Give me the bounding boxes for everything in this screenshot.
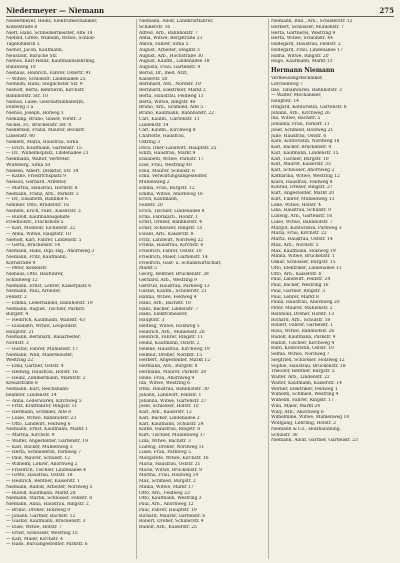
directory-entry: — Dr., Wilhelmsplatz, Lindenallee 21 bbox=[6, 151, 89, 157]
directory-entry: Erich, Tischler, Lindenallee 8 bbox=[139, 208, 205, 214]
directory-entry: Schulstr. 30 bbox=[271, 432, 298, 438]
directory-entry: Niemann, Adolf, Landkraftfahrer, bbox=[139, 19, 214, 24]
directory-entry: — Witwe, Schloßstr. Lindenallee 25 bbox=[6, 76, 86, 82]
directory-entry: Hans, Bäcker, Lindenstr. 7 bbox=[139, 306, 199, 312]
directory-entry: Markt 5 bbox=[139, 266, 157, 272]
directory-entry: Dora, Ober-Landwirt, Hauptstr. 25 bbox=[139, 145, 217, 151]
running-head: Niedermeyer — Niemann bbox=[6, 6, 105, 15]
directory-entry: — Gustav, Fahrer, Mühlenstr. 17 bbox=[6, 346, 79, 352]
directory-entry: Walter, Arb., Lindenstr. 22 bbox=[271, 375, 330, 380]
directory-entry: Otto, Arb., Feldweg 23 bbox=[139, 490, 190, 496]
directory-entry: Otto, Kaufmann, Westring 3 bbox=[139, 496, 202, 502]
directory-entry: Peter, Maurer, Mühlenstr. 2 bbox=[271, 306, 333, 311]
directory-entry: Feldstr. 20 bbox=[139, 203, 163, 208]
directory-entry: Bahnhofstr. Str. 10 bbox=[6, 93, 48, 99]
directory-entry: Minna, Witwe, Brückenstr. 1 bbox=[271, 254, 335, 260]
directory-entry: Kurt, Fahrer, Mühlenweg 13 bbox=[271, 196, 335, 202]
directory-entry: Helene, Hausfrau, Kirchweg 19 bbox=[139, 346, 210, 352]
directory-entry: Westring 22 bbox=[6, 358, 34, 364]
directory-entry: Niedermeyer, Heinz, Elektromechaniker, bbox=[6, 19, 98, 24]
directory-entry: Hermann, Arb., Burgstr. 8 bbox=[139, 364, 198, 369]
directory-entry: Hilma, Witwe, Ringstr. 20 bbox=[271, 53, 329, 59]
directory-entry: Rosa, Witwe, Bahnhofstr. 26 bbox=[271, 329, 335, 334]
directory-entry: Niemann, Martin, Schlosser, Feldstr. 8 bbox=[6, 496, 93, 502]
directory-entry: Niehus, Karl-Heinz, Kaufmannslehrling, bbox=[6, 59, 96, 65]
directory-entry: Niemann, Bernhard, Bauarbeiter, bbox=[6, 335, 81, 341]
directory-entry: Sophie, Hausfrau, Brückenstr. 18 bbox=[271, 363, 346, 369]
directory-entry: Nieft, Hans, Schneidermeister, Alte 14 bbox=[6, 30, 93, 36]
directory-entry: Willi, Maler, Markt 24 bbox=[271, 403, 321, 409]
directory-entry: — Hermann, Schmied, Alte 8 bbox=[6, 410, 72, 415]
directory-entry: August, Arbeiter, Steglitz 3 bbox=[139, 47, 200, 53]
directory-entry: Niemann, Rudolf, Arbeiter, Nordweg 5 bbox=[6, 484, 93, 490]
directory-entry: Kornstraße 9 bbox=[6, 260, 36, 266]
directory-entry: — Hedwig, Hausfrau, Hofstr. 16 bbox=[6, 369, 78, 375]
directory-entry: Wilhelm, Fahrer, Ringstr. 17 bbox=[271, 398, 334, 403]
directory-entry: Erich, Kaufmann, bbox=[139, 197, 179, 203]
directory-entry: Niemann, Willi, Malermeister, bbox=[6, 352, 74, 358]
directory-entry: Lene, Witwe, Hofstr. 4 bbox=[271, 202, 321, 208]
directory-entry: Johanna, Witwe, Gartenstr. 27 bbox=[139, 398, 207, 404]
directory-entry: Luise, Witwe, Bahnhofstr. 7 bbox=[271, 219, 333, 225]
directory-entry: Niekamp, Bruno, Glaser, Vorstr. 3 bbox=[6, 116, 82, 122]
directory-entry: Marta, Hausfrau, Oststr. 14 bbox=[271, 237, 333, 242]
directory-entry: Niehof, Jacob, Kaufmann, bbox=[6, 47, 64, 53]
directory-entry: Paul, Arb., Ahornweg 12 bbox=[139, 502, 194, 507]
directory-entry: Hedwig, Witwe, Holzweg 5 bbox=[139, 323, 200, 329]
directory-entry: Niemann, Fritz, Kaufmann, bbox=[6, 254, 67, 260]
directory-entry: Johann, Arb., Kirchweg 26 bbox=[271, 110, 330, 116]
directory-entry: Rubinweg 10 bbox=[6, 65, 36, 70]
directory-entry: Kurt, Angestellter, Markt 20 bbox=[271, 191, 335, 196]
directory-entry: — Bruno, Dreher, Holzweg 9 bbox=[6, 507, 71, 513]
directory-entry: Schillerstr. 16 bbox=[139, 24, 171, 30]
directory-entry: Bruno, Arb., Schmied, Alte 5 bbox=[139, 105, 204, 111]
directory-entry: — Martha, Kirchstr. 9 bbox=[6, 433, 55, 438]
directory-entry: Nimmer, Otto, Bruderstr. 16 bbox=[6, 203, 70, 208]
directory-entry: Hauptstr. 14 bbox=[271, 99, 299, 104]
directory-entry: Niekmann, Walter, Vertreter, bbox=[6, 157, 71, 162]
directory-entry: August, Arb., Hochstraße 30 bbox=[139, 53, 203, 59]
directory-entry: Rudolf, Tischler, Kirchweg 4 bbox=[271, 340, 335, 346]
directory-entry: — Fritz, Kraftfahrer, Ringstr. 11 bbox=[6, 404, 78, 410]
directory-entry: — Heinrich, Kaufmann, Waldstr. 43 bbox=[6, 318, 85, 323]
directory-entry: Paul, Gärtner, Ringstr. 3 bbox=[271, 288, 325, 294]
directory-entry: Niemann, August, Tischler, Parkstr. bbox=[6, 306, 86, 312]
directory-entry: — Rudolf, Kaufmann, Markt 28 bbox=[6, 490, 76, 496]
directory-entry: Neustadt, Baruche Str. bbox=[6, 53, 58, 59]
directory-entry: Niehlen, Erich, Fabr., Kaiserstr. 3 bbox=[6, 208, 81, 214]
directory-entry: Niekerk, Maria, Hausfrau, Sirka bbox=[6, 139, 79, 145]
directory-entry: Richard, Maurer, Gartenstr. 6 bbox=[139, 513, 206, 519]
directory-entry: Karl, Kaufmann, Schulstr. 24 bbox=[139, 421, 204, 427]
directory-entry: Linsenstr. 80 bbox=[6, 134, 35, 139]
directory-entry: Wolfgang, Lehrling, Hofstr. 2 bbox=[271, 421, 336, 426]
directory-entry: Kolbestraße 8 bbox=[6, 24, 38, 30]
directory-entry: Paul, Fahrer, Hauptstr. 19 bbox=[139, 507, 197, 513]
directory-entry: Niekerken, Franz, Maurer, Beckstr. bbox=[6, 128, 86, 134]
directory-entry: Bernhard, Arb., Nordstr. 19 bbox=[139, 82, 201, 88]
directory-entry: — Anna, Lederwaren, Kirchweg 5 bbox=[6, 398, 82, 404]
directory-entry: Maria, Hausfrau, Oststr. 21 bbox=[139, 461, 201, 467]
directory-entry: Niemann, Paul, Arbeiter, bbox=[6, 289, 62, 295]
directory-entry: Karl, Tischler, Burgstr. 10 bbox=[271, 156, 329, 162]
directory-entry: Mühlenweg 2 bbox=[139, 180, 170, 185]
directory-entry: Niemann, Anna, Hausfrau, Ringstr. 2 bbox=[6, 502, 89, 507]
directory-entry: — Herta, Schneiderin, Parkweg 7 bbox=[6, 450, 81, 456]
directory-entry: Niemann, Adolf, Gärtner, Gartenstr. 23 bbox=[271, 438, 358, 444]
directory-entry: Anton, Fahrer, Sirka 5 bbox=[139, 42, 189, 47]
section-heading: Hermann Niemann bbox=[271, 67, 335, 74]
directory-entry: Johann, Landwirt, Feldstr. 1 bbox=[139, 392, 202, 398]
directory-entry: Otto, Elektriker, Lindenallee 11 bbox=[271, 265, 342, 271]
page-header bbox=[6, 5, 394, 17]
directory-entry: — Elise, Witwe, Hofstr. 7 bbox=[6, 525, 62, 530]
directory-entry: Gustav, Kaufm., Schillerstr. 21 bbox=[139, 289, 207, 295]
directory-entry: Ruth, Kontoristin, Oststr. 10 bbox=[271, 346, 334, 352]
directory-entry: Heinrich, Arb., Mühlenstr. 26 bbox=[139, 329, 205, 335]
directory-entry: Friedrich, Fahrer, Oststr. 10 bbox=[139, 249, 202, 254]
directory-entry: Anna, Witwe, Bergstraße 23 bbox=[139, 36, 203, 42]
directory-entry: — Heinz, Zimmermann, Marktstr. 2 bbox=[6, 375, 86, 381]
directory-entry: Max, Kaufmann, Holzweg 19 bbox=[271, 248, 336, 254]
directory-entry: — Wilhelm, Lehrer, Ahornweg 2 bbox=[6, 461, 78, 467]
directory-entry: Robert, Dreher, Schillerstr. 4 bbox=[139, 519, 204, 525]
directory-entry: — Karl, Maler, Kirchstr. 4 bbox=[6, 536, 63, 542]
directory-entry: Niemann, Hans, Dipl.-Ing., Ahornweg 3 bbox=[6, 249, 95, 254]
directory-entry: Wilhelmine, Witwe, Mühlenweg 10 bbox=[271, 415, 350, 421]
directory-entry: Ida, Witwe, Bachstr. 5 bbox=[271, 116, 321, 122]
directory-entry: Berta, Witwe, Ringstr. 40 bbox=[139, 99, 196, 105]
directory-entry: Paula, Hausfrau, Ahornweg 20 bbox=[271, 300, 340, 306]
directory-entry: — Anna, Witwe, Hauptstr. 10 bbox=[6, 231, 71, 237]
directory-entry: Edith, Hausfrau, Markt 9 bbox=[139, 151, 196, 157]
directory-entry: Luise, Frau, Parkweg 5 bbox=[139, 450, 191, 456]
directory-entry: Paul, Bäcker, Westring 16 bbox=[271, 283, 329, 288]
directory-entry: Rudolf, Arb., Kaiserstr. 25 bbox=[139, 525, 197, 530]
directory-entry: — Erich, Kaufmann, Gartenstr. 15 bbox=[6, 145, 82, 151]
directory-entry: Friedrich, Gast- u. Schankwirtschaft, bbox=[139, 260, 222, 266]
directory-entry: Lina, Witwe, Bachstr. 3 bbox=[139, 438, 191, 444]
directory-entry: — Elisabeth, Witwe, Leopoldstr. bbox=[6, 323, 78, 329]
directory-entry: — Emil, Gärtner, Oststr. 4 bbox=[6, 364, 64, 369]
directory-entry: Ernst, Dreher, Bahnhofstr. 4 bbox=[139, 220, 202, 226]
directory-entry: Oskar, Schlosser, Burgstr. 15 bbox=[271, 260, 336, 265]
directory-entry: Paul, Lehrer, Markt 8 bbox=[271, 294, 319, 300]
directory-entry: Ludwig, Dreher, Nordweg 11 bbox=[139, 444, 205, 450]
directory-entry: Bernhard, Elektriker, Markt 2 bbox=[139, 88, 206, 93]
directory-entry: Nordstr. 3 bbox=[6, 341, 29, 346]
column-2 bbox=[136, 19, 267, 559]
directory-entry: Klara, Hausfrau, Feldweg 8 bbox=[271, 179, 333, 185]
directory-entry: — Karl, Monteur, Eichenstr. 22 bbox=[6, 226, 76, 231]
directory-entry: — Rudolf, Kaufmannsgehilfe bbox=[6, 214, 70, 220]
directory-entry: August, Kaufm., Lindenallee 18 bbox=[139, 59, 210, 65]
directory-entry: Niehus, Joseph, Hofweg 1 bbox=[6, 111, 64, 116]
directory-entry: Paul, Landwirt, Feldstr. 24 bbox=[271, 277, 331, 283]
directory-entry: — Heinrich, Rentner, Kaiserstr. 1 bbox=[6, 479, 81, 484]
directory-entry: — Dr., Elisabeth, Bannhof 6 bbox=[6, 197, 68, 203]
directory-entry: Niemann, Ernst, Kaufmann, Markt 1 bbox=[6, 427, 88, 433]
directory-entry: — Walter, Mechaniker, bbox=[271, 93, 322, 99]
directory-entry: — Luise, Witwe, Bahnhofstr. 23 bbox=[6, 415, 77, 421]
directory-entry: Wilhelm, Schmied, Westring 4 bbox=[271, 392, 339, 398]
directory-entry: Karl, Schlosser, Ahornweg 2 bbox=[271, 168, 335, 173]
directory-entry: Reinhold, Dreher, Hofstr. 13 bbox=[271, 311, 334, 317]
directory-entry: — Hans, Büroangestellter, Parkstr. 6 bbox=[6, 542, 88, 548]
directory-entry: Käte, Kontoristin, Nordweg 18 bbox=[271, 139, 340, 145]
directory-entry: — Martha, Hausfrau, Hornstr. 8 bbox=[6, 185, 78, 191]
directory-entry: Hauptstr. 3 bbox=[139, 318, 165, 323]
directory-entry: Kaiserstr. 50 bbox=[139, 76, 168, 82]
directory-entry: Emma, Witwe, Ahornweg 16 bbox=[139, 191, 203, 197]
column-3 bbox=[268, 19, 397, 559]
directory-entry: Willy, Arb., Ahornweg 6 bbox=[271, 409, 324, 415]
directory-entry: Käthe, Hausfrau, Ringstr. 8 bbox=[139, 427, 201, 433]
directory-entry: Richard, Arb., Schulstr. 18 bbox=[271, 317, 331, 323]
directory-entry: Bernd, Dr., med. Arzt, bbox=[139, 70, 188, 76]
directory-entry: Ida, Witwe, Westring 6 bbox=[139, 381, 190, 387]
directory-entry: Martha, Frau, Holzweg 14 bbox=[139, 473, 199, 479]
directory-entry: Walter, Kaufmann, Kaiserstr. 14 bbox=[271, 380, 342, 386]
directory-entry: Herta, Witwe, Schloßstr. 44 bbox=[271, 36, 333, 42]
directory-entry: Heinz, Kaufmann, Oststr. 2 bbox=[139, 341, 200, 346]
directory-entry: Hauptstr. 21 bbox=[6, 329, 34, 335]
directory-entry: Bruno, Kaufmann, Bahnhofstr. 22 bbox=[139, 111, 214, 116]
directory-entry: Feldweg 3 a bbox=[6, 105, 34, 111]
directory-entry: Lina, Hausfrau, Schulstr. 9 bbox=[271, 208, 331, 214]
directory-entry: Elisabeth, Witwe, Parkstr. 17 bbox=[139, 157, 204, 162]
directory-entry: Niemann, Kurt, Reichsbahn- bbox=[6, 387, 70, 392]
directory-entry: — Paul, Maurer, Schulstr. 12 bbox=[6, 456, 70, 461]
directory-entry: Gertrud, Hausfrau, Parkweg 13 bbox=[139, 283, 210, 289]
directory-entry: Berta, Hausfrau, Feldweg 11 bbox=[139, 93, 204, 99]
directory-entry: Ernst, Schlosser, Ringstr. 15 bbox=[139, 226, 203, 231]
directory-entry: Charlotte, Hausfrau, bbox=[139, 134, 186, 139]
directory-entry: Wolfsberg, Sirka 50 bbox=[6, 162, 51, 168]
directory-entry: Karl, Bäcker, Brückenstr. 4 bbox=[271, 145, 332, 150]
directory-entry: Werner, Elektriker, Feldweg 1 bbox=[271, 386, 338, 392]
directory-entry: Irma, Hausfrau, Bahnhofstr. 30 bbox=[139, 387, 209, 392]
directory-entry: — Emma, Lederhandel, Bahnhofstr. 19 bbox=[6, 300, 93, 306]
directory-entry: Selma, Witwe, Nordweg 7 bbox=[271, 352, 330, 357]
directory-entry: Alfred, Arb., Bahnhofstr. 7 bbox=[139, 30, 198, 36]
directory-entry: Lindenstr. 14 bbox=[139, 122, 169, 128]
directory-entry: Niehoff, Karl, Fahrer, Lindenstr. 5 bbox=[6, 237, 82, 243]
directory-entry: Herbert, Angestellter, Markt 12 bbox=[139, 358, 211, 364]
directory-entry: Hermann, Maurer, Parkstr. 20 bbox=[139, 369, 207, 375]
directory-entry: — Friedrich, Tischler, Lindenallee 4 bbox=[6, 467, 86, 473]
directory-entry: Niemann & Co., Holzhandlung, bbox=[271, 426, 341, 432]
directory-entry: Georg, Rentner, Brückenstr. 28 bbox=[139, 272, 209, 277]
directory-entry: Hanna, Witwe, Feldweg 4 bbox=[139, 295, 197, 300]
directory-entry: Ewald, Arb., Kaiserstr. 8 bbox=[139, 231, 194, 237]
directory-entry: Vermessungstechniker, bbox=[271, 76, 323, 81]
directory-entry: Else, Frau, Westring 40 bbox=[139, 162, 192, 168]
directory-entry: Karl, Maurer, Kaiserstr. 33 bbox=[271, 162, 331, 168]
directory-entry: Robert, Fahrer, Gartenstr. 1 bbox=[271, 323, 334, 329]
directory-entry: Hans, Arb., Bachstr. 18 bbox=[139, 300, 191, 306]
directory-entry: Helmut, Dreher, Nordstr. 15 bbox=[139, 352, 203, 358]
directory-entry: — Käthe, Friedrichsplatz 9 bbox=[6, 174, 66, 180]
directory-entry: Heinrich, Fahrer, Ringstr. 11 bbox=[139, 335, 204, 341]
directory-entry: Nielsen, Albert, Direktor, Str. 18 bbox=[6, 168, 79, 174]
directory-entry: Max, Arb., Nordstr. 5 bbox=[271, 242, 319, 248]
directory-entry: Josef, Schlosser, Hofstr. 10 bbox=[139, 404, 199, 410]
directory-entry: Siegfried, Schlosser, Holzweg 12 bbox=[271, 357, 345, 363]
directory-entry: Emma, Frau, Burgstr. 12 bbox=[139, 185, 195, 191]
directory-entry: Hildegard, Frau, Lindenallee 17 bbox=[271, 47, 343, 53]
directory-entry: Katharina, Witwe, Westring 12 bbox=[271, 173, 340, 179]
directory-entry: Lerchenweg 7 bbox=[271, 81, 303, 87]
directory-entry: Carl, Kaufm., Gartenstr. 11 bbox=[139, 116, 200, 122]
directory-entry: Emil, Verwaltungsangestellter, bbox=[139, 174, 208, 180]
directory-entry: Minna, Witwe, Markt 17 bbox=[139, 484, 194, 490]
directory-entry: — Walter, Angestellter, Gartenstr. 19 bbox=[6, 438, 88, 444]
directory-entry: Tagelöhnerin 5 bbox=[6, 42, 40, 47]
directory-entry: Kurt, Tischler, Mühlenweg 17 bbox=[139, 433, 206, 438]
directory-entry: Hildegard, Hausfrau, Feldstr. 2 bbox=[271, 42, 341, 47]
directory-entry: — Karl, Bäcker, Mühlenweg 3 bbox=[6, 444, 73, 450]
directory-entry: Kreuzstraße 8 bbox=[6, 381, 38, 387]
directory-entry: Niefeld, Grete, Wilhelm, Witwe, Schloß- bbox=[6, 36, 96, 42]
directory-entry: Karl, Bäcker, Lindenallee 2 bbox=[139, 415, 200, 421]
directory-entry: Marie, Witwe, Brückenstr. 9 bbox=[139, 467, 202, 473]
directory-entry: Burgstr. 4 bbox=[6, 312, 29, 318]
directory-entry: Josef, Schmied, Holzweg 21 bbox=[271, 127, 334, 133]
directory-entry: Augusta, Frau, Gartenstr. 4 bbox=[139, 65, 201, 70]
directory-entry: Nickel, Fr., Brückenstr. Str. 8 bbox=[6, 122, 72, 128]
directory-entry: — Gustav, Kaufmann, Brückenstr. 3 bbox=[6, 519, 86, 525]
directory-entry: Rudolf, Kaufmann, Parkstr. 9 bbox=[271, 334, 336, 340]
directory-entry: Nieheim, Hans, Steglichster Str. 9 bbox=[6, 82, 83, 88]
directory-entry: Ludwig, Arb., Gartenstr. 16 bbox=[271, 214, 333, 219]
directory-entry: Karl, Arb., Kaiserstr. 12 bbox=[139, 410, 192, 415]
directory-entry: Niemann, Rud., Arb., Schilderstr. 12 bbox=[271, 19, 353, 24]
directory-entry: Erna, Fabrikarb., Hofstr. 1 bbox=[139, 214, 199, 220]
directory-entry: Irmgard, Kontoristin, Gartenstr. 8 bbox=[271, 104, 347, 110]
directory-entry: Fritz, Landwirt, Nordweg 22 bbox=[139, 237, 204, 243]
directory-entry: — Johann, Gärtner, Bachstr. 12 bbox=[6, 513, 76, 519]
directory-entry: Niemann, Ernst, Lehrer, Kaiserplatz 6 bbox=[6, 283, 92, 289]
directory-entry: Johanna, Frau, Parkstr. 11 bbox=[271, 122, 330, 127]
directory-entry: Ilse, Tabakwaren, Bahnhofstr. 3 bbox=[271, 87, 342, 93]
directory-entry: Margot, Kontoristin, Parkweg 3 bbox=[271, 225, 342, 231]
directory-entry: Carl, Kaufm., Kirchweg 8 bbox=[139, 128, 196, 134]
directory-entry: Theodor, Rentner, Burgstr. 5 bbox=[271, 369, 335, 375]
directory-entry: Konrad, Dreher, Ringstr. 27 bbox=[271, 185, 333, 191]
directory-entry: beamter, Lindenstr. 14 bbox=[6, 392, 57, 398]
page-number: 275 bbox=[379, 6, 394, 15]
directory-entry: Herbert, Schlosser, Mühlenstr. 7 bbox=[271, 24, 344, 30]
directory-entry: Max, Schmied, Burgstr. 2 bbox=[139, 479, 196, 484]
directory-entry: Niehus, Luise, Geschäftsinhaberin, bbox=[6, 99, 85, 105]
directory-entry: — Otto, Landwirt, Feldweg 6 bbox=[6, 421, 71, 427]
directory-entry: Niemann, Franz, Arb., Parkstr. 3 bbox=[6, 191, 79, 197]
directory-entry: Niehaus, Otto, Bauführer, bbox=[6, 272, 64, 277]
directory-entry: Julie, Hausfrau, Oststr. 6 bbox=[271, 133, 327, 139]
directory-entry: Gerhard, Arb., Westring 9 bbox=[139, 277, 197, 283]
directory-entry: Feldstr. 2 bbox=[6, 295, 27, 300]
directory-entry: Nielson, Gerhard, Arbeiter, bbox=[6, 180, 67, 185]
directory-entry: Ostring 3 bbox=[139, 139, 161, 145]
directory-entry: Friedrich, Maler, Gartenstr. 14 bbox=[139, 254, 208, 260]
directory-entry: Niehaus, Heinrich, Fahrer, Ostertr. 91 bbox=[6, 70, 91, 76]
directory-entry: — Gerta, Brückenstr. 14 bbox=[6, 243, 61, 249]
directory-entry: Schloßweg 12 bbox=[6, 277, 38, 283]
directory-entry: Hilde, Frau, Ahornweg 9 bbox=[139, 375, 195, 381]
directory-entry: — Peter, Kesselstr. bbox=[6, 266, 48, 272]
directory-entry: Niehoff, Berta, Rentnerin, Kirchstr. bbox=[6, 88, 85, 93]
directory-entry: Maria, Frau, Kirchstr. 22 bbox=[271, 231, 327, 237]
directory-entry: Karl, Kaufmann, Lindenstr. 15 bbox=[271, 150, 339, 156]
directory-entry: Margarete, Witwe, Kirchstr. 16 bbox=[139, 456, 209, 461]
directory-entry: — Ernst, Schlosser, Westring 15 bbox=[6, 530, 78, 536]
directory-entry: Frieda, Hausfrau, Kirchstr. 6 bbox=[139, 243, 204, 249]
directory-entry: Emil, Maurer, Schulstr. 6 bbox=[139, 168, 195, 174]
directory-entry: Otto, Arb., Kaiserstr. 6 bbox=[271, 271, 322, 277]
directory-entry: Hans, Elektromeister, bbox=[139, 312, 188, 318]
column-1 bbox=[6, 19, 134, 559]
directory-entry: Hugo, Kaufmann, Markt 13 bbox=[271, 59, 333, 65]
directory-entry: — Grete, Hausfrau, Oststr. 18 bbox=[6, 473, 73, 479]
directory-entry: Herta, Gärtnerei, Westring 9 bbox=[271, 30, 336, 36]
directory-entry: Friedhofstr., Flachshöfe 5 bbox=[6, 220, 64, 226]
